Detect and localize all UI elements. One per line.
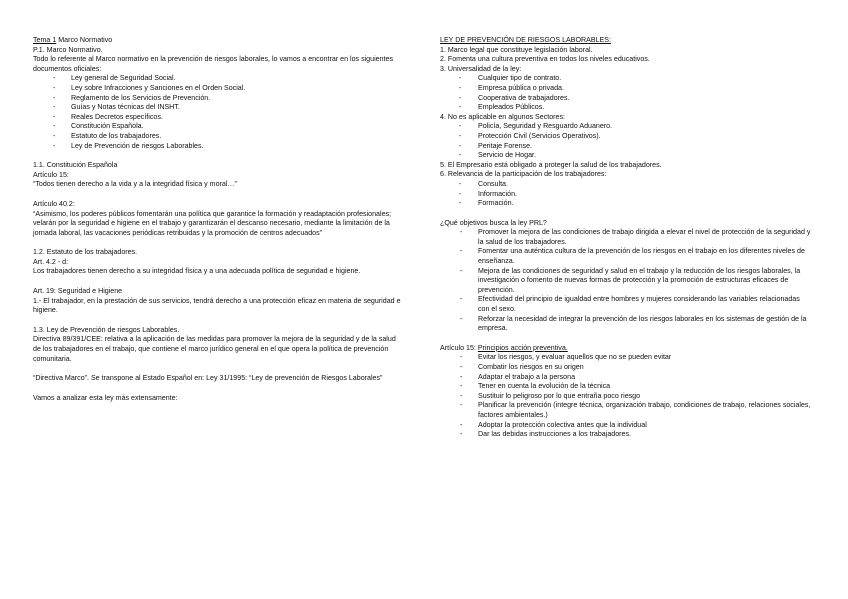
- list-item: - Promover la mejora de las condiciones de trabajo dirigida a elevar el nivel de protección de la seguridad y la salud de los trabajadores.: [440, 228, 812, 247]
- directive-paragraph: Directiva 89/391/CEE: relativa a la aplicación de las medidas para promover la mejora de la seguridad y de la salud de los trabajadores en el trabajo, que contiene el marco jurídico general en el que opera la política de prevención comunitaria.: [33, 335, 396, 363]
- documents-list: [33, 74, 401, 151]
- article-4-text: Los trabajadores tienen derecho a su integridad física y a una adecuada política de seguridad e higiene.: [33, 267, 361, 276]
- article-4-label: Art. 4.2 - d:: [33, 257, 69, 266]
- list-item: - Protección Civil (Servicios Operativos).: [440, 132, 812, 142]
- numbered-item-3: 3. Universalidad de la ley:: [440, 64, 522, 73]
- tema-heading: [33, 36, 401, 46]
- list-item: - Reforzar la necesidad de integrar la prevención de los riesgos laborales en los sistemas de gestión de la empresa.: [440, 315, 812, 334]
- list-item: - Adaptar el trabajo a la persona: [440, 373, 812, 383]
- list-item: - Reglamento de los Servicios de Prevención.: [33, 94, 401, 104]
- article-40-label: Artículo 40.2:: [33, 199, 75, 208]
- numbered-item-4: 4. No es aplicable en algunos Sectores:: [440, 112, 566, 121]
- list-item: - Estatuto de los trabajadores.: [33, 132, 401, 142]
- article-15-label: Artículo 15:: [33, 170, 69, 179]
- principles-list: [440, 353, 812, 439]
- directive-marco-paragraph: “Directiva Marco”. Se transpone al Estado Español en: Ley 31/1995: “Ley de prevención de Riesgos Laborales”: [33, 374, 383, 383]
- article-19-label: Art. 19: Seguridad e Higiene: [33, 287, 123, 296]
- list-item: - Empleados Públicos.: [440, 103, 812, 113]
- list-item: - Información.: [440, 190, 812, 200]
- list-item: - Dar las debidas instrucciones a los trabajadores.: [440, 430, 812, 440]
- article-15-prefix: Artículo 15:: [440, 343, 478, 352]
- numbered-item-1: 1. Marco legal que constituye legislación laboral.: [440, 45, 593, 54]
- article-15-quote: “Todos tienen derecho a la vida y a la integridad física y moral…”: [33, 180, 237, 189]
- numbered-item-6: 6. Relevancia de la participación de los trabajadores:: [440, 170, 607, 179]
- list-item: - Mejora de las condiciones de seguridad y salud en el trabajo y la reducción de los riesgos laborales, la investigación o fomento de nuevas formas de protección y la promoción de estructuras eficaces de prevención.: [440, 267, 812, 296]
- intro-paragraph: Todo lo referente al Marco normativo en la prevención de riesgos laborales, lo vamos a encontrar en los siguientes documentos oficiales:: [33, 55, 394, 73]
- list-item: - Constitución Española.: [33, 122, 401, 132]
- list-item: - Combatir los riesgos en su origen: [440, 363, 812, 373]
- list-item: - Empresa pública o privada.: [440, 84, 812, 94]
- section-1-1-title: 1.1. Constitución Española: [33, 161, 118, 170]
- list-item: - Consulta.: [440, 180, 812, 190]
- section-1-3-title: 1.3. Ley de Prevención de riesgos Laborables.: [33, 325, 180, 334]
- objectives-list: [440, 228, 812, 334]
- closing-paragraph: Vamos a analizar esta ley más extensamente:: [33, 393, 178, 402]
- law-heading: LEY DE PREVENCIÓN DE RIESGOS LABORABLES:: [440, 36, 611, 44]
- list-item: - Reales Decretos específicos.: [33, 113, 401, 123]
- list-item: - Ley de Prevención de riesgos Laborables.: [33, 142, 401, 152]
- universality-list: [440, 74, 812, 112]
- list-item: - Tener en cuenta la evolución de la técnica: [440, 382, 812, 392]
- list-item: - Evitar los riesgos, y evaluar aquellos que no se pueden evitar: [440, 353, 812, 363]
- list-item: - Ley sobre Infracciones y Sanciones en el Orden Social.: [33, 84, 401, 94]
- article-15-heading: [440, 344, 812, 354]
- list-item: - Adoptar la protección colectiva antes que la individual: [440, 421, 812, 431]
- list-item: - Policía, Seguridad y Resguardo Aduanero.: [440, 122, 812, 132]
- sectors-list: [440, 122, 812, 160]
- section-p1-title: P.1. Marco Normativo.: [33, 45, 103, 54]
- section-1-2-title: 1.2. Estatuto de los trabajadores.: [33, 248, 138, 257]
- list-item: - Efectividad del principio de igualdad entre hombres y mujeres considerando las variables relacionadas con el sexo.: [440, 295, 812, 314]
- list-item: - Cooperativa de trabajadores.: [440, 94, 812, 104]
- article-15-title: Principios acción preventiva.: [477, 343, 568, 352]
- numbered-item-2: 2. Fomenta una cultura preventiva en todos los niveles educativos.: [440, 55, 650, 64]
- article-19-text: 1.- El trabajador, en la prestación de sus servicios, tendrá derecho a una protección eficaz en materia de seguridad e higiene.: [33, 296, 401, 315]
- right-column: [440, 36, 812, 440]
- list-item: - Formación.: [440, 199, 812, 209]
- list-item: - Servicio de Hogar.: [440, 151, 812, 161]
- list-item: - Fomentar una auténtica cultura de la prevención de los riesgos en el trabajo en los diferentes niveles de enseñanza.: [440, 247, 812, 266]
- tema-number: Tema 1: [33, 36, 57, 44]
- list-item: - Sustituir lo peligroso por lo que entraña poco riesgo: [440, 392, 812, 402]
- list-item: - Peritaje Forense.: [440, 142, 812, 152]
- left-column: [33, 36, 401, 403]
- list-item: - Planificar la prevención (integre técnica, organización trabajo, condiciones de trabajo, relaciones sociales, factores ambientales.): [440, 401, 812, 420]
- numbered-item-5: 5. El Empresario está obligado a proteger la salud de los trabajadores.: [440, 160, 662, 169]
- article-40-quote: “Asimismo, los poderes públicos fomentarán una política que garantice la formación y readaptación profesionales; velarán por la seguridad e higiene en el trabajo y garantizarán el descanso necesario, mediante la limitación de la jornada laboral, las vacaciones periódicas retribuidas y la promoción de centros adecuados”: [33, 209, 392, 237]
- tema-title: Marco Normativo: [56, 36, 113, 44]
- list-item: - Cualquier tipo de contrato.: [440, 74, 812, 84]
- list-item: - Ley general de Seguridad Social.: [33, 74, 401, 84]
- objectives-title: ¿Qué objetivos busca la ley PRL?: [440, 218, 547, 227]
- list-item: - Guías y Notas técnicas del INSHT.: [33, 103, 401, 113]
- participation-list: [440, 180, 812, 209]
